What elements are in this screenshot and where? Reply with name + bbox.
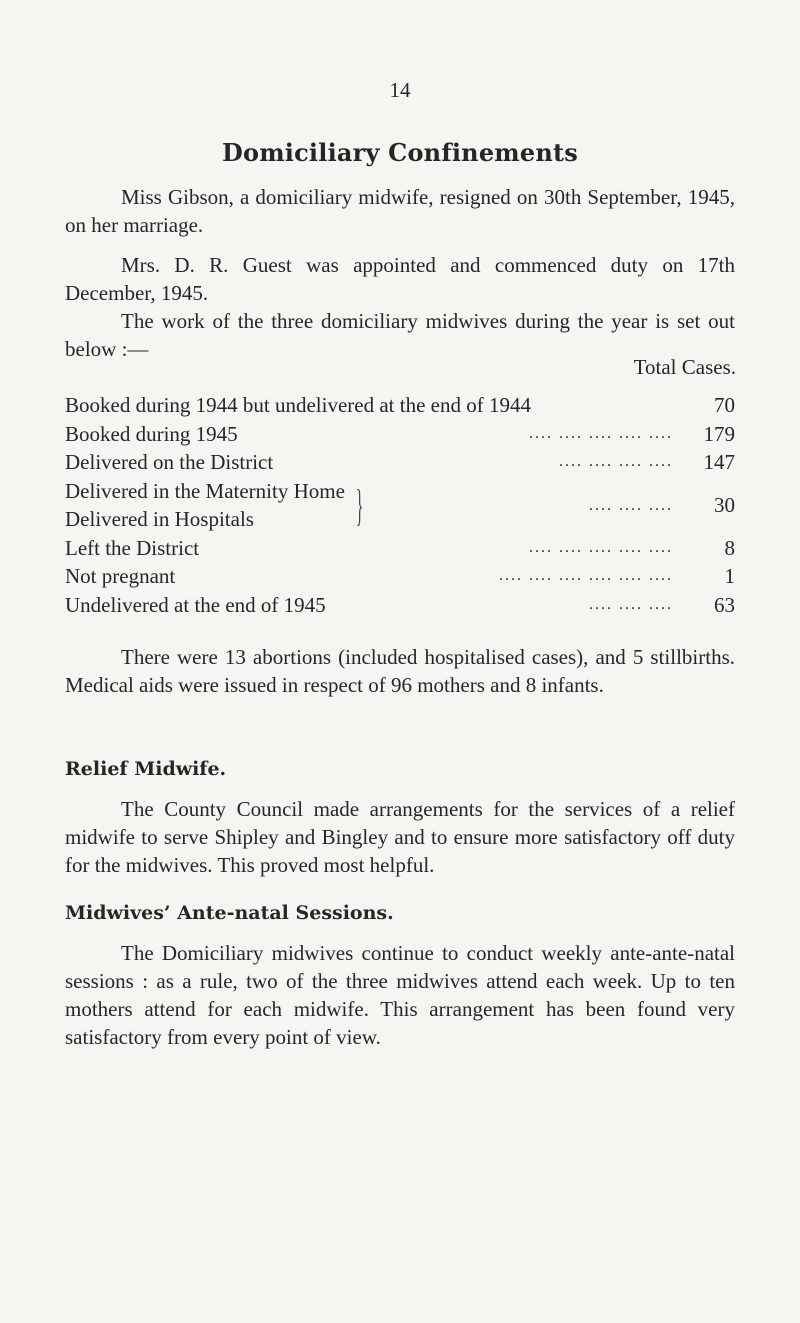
paragraph-abortions: There were 13 abortions (included hospitalised cases), and 5 stillbirths. Medical aids were issued in respect of 96 mothers and 8 infants. [65,645,735,697]
row-label: Left the District [65,535,200,560]
table-row [65,562,735,591]
row-label: Not pregnant [65,564,176,588]
row-value: 147 [703,450,735,474]
dot-leader: .... .... .... .... [559,453,673,470]
paragraph-antenatal: The Domiciliary midwives continue to conduct weekly ante-ante-natal sessions : as a rule, two of the three midwives attend each week. Up to ten mothers attend for each midwife. This arrangement has been found very satisfactory from every point of view. [65,941,735,1049]
row-label: Delivered in the Maternity Home [65,478,345,503]
relief-midwife-heading: Relief Midwife. [65,758,227,780]
row-value: 8 [724,535,735,560]
row-label: Booked during 1944 but undelivered at the end of 1944 [65,393,531,417]
table-row [65,420,735,449]
table-row-grouped [65,477,735,534]
table-row [65,591,735,620]
dot-leader: .... .... .... [589,595,673,613]
row-value: 1 [724,564,735,588]
dot-leader: .... .... .... .... .... .... [499,567,673,584]
dot-leader: .... .... .... [589,496,673,514]
paragraph-work-intro: The work of the three domiciliary midwives during the year is set out below :— [65,309,735,361]
row-value: 70 [714,393,735,417]
table-row [65,391,735,420]
dot-leader [531,391,695,420]
table-row [65,534,735,563]
table-row [65,448,735,477]
antenatal-heading: Midwives’ Ante-natal Sessions. [65,902,394,924]
paragraph-appointment: Mrs. D. R. Guest was appointed and commenced duty on 17th December, 1945. [65,253,735,305]
row-label: Booked during 1945 [65,421,238,446]
dot-leader: .... .... .... .... .... [529,538,673,556]
page-number: 14 [389,78,411,102]
row-label: Undelivered at the end of 1945 [65,592,326,617]
brace-icon: } [355,480,364,530]
paragraph-resignation: Miss Gibson, a domiciliary midwife, resigned on 30th September, 1945, on her marriage. [65,185,735,237]
row-label: Delivered on the District [65,450,274,474]
row-value: 179 [703,421,735,446]
row-label: Delivered in Hospitals [65,507,254,531]
row-value: 63 [714,592,735,617]
page-title: Domiciliary Confinements [221,138,579,167]
cases-table [65,391,735,619]
dot-leader: .... .... .... .... .... [529,424,673,442]
row-value: 30 [714,492,735,517]
paragraph-relief: The County Council made arrangements for the services of a relief midwife to serve Shipley and Bingley and to ensure more satisfactory off duty for the midwives. This proved most helpful. [65,797,735,877]
total-cases-header: Total Cases. [633,355,736,379]
